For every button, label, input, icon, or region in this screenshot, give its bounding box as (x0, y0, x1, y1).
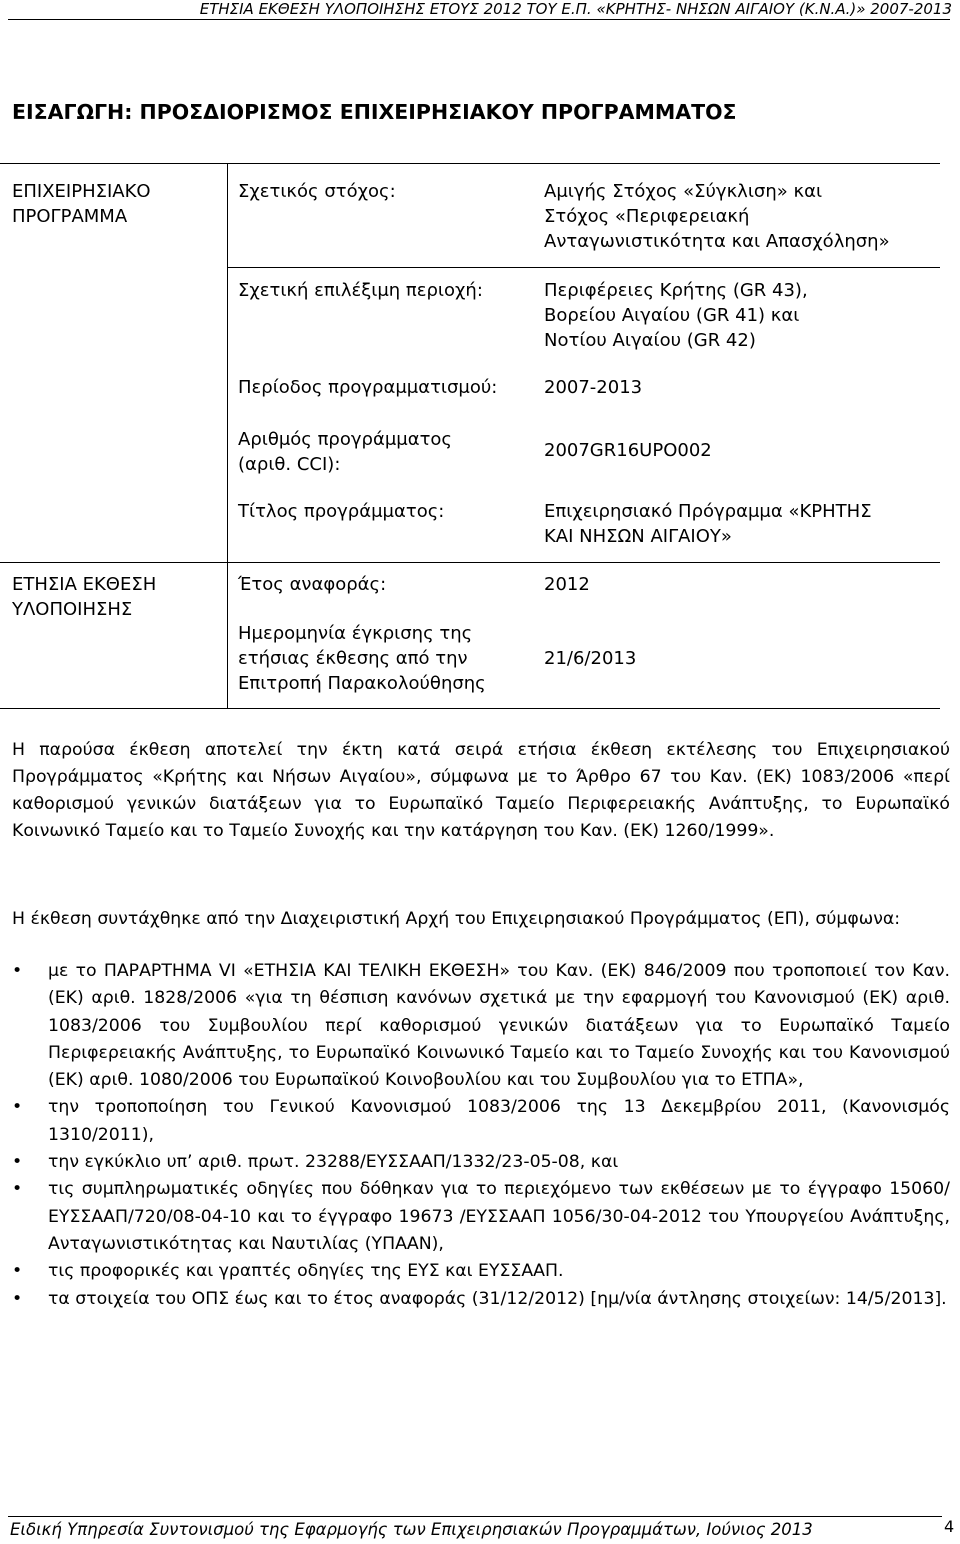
programme-info-table (0, 163, 940, 708)
period-label: Περίοδος προγραμματισμού: (238, 377, 498, 398)
list-item: • τα στοιχεία του ΟΠΣ έως και το έτος αναφοράς (31/12/2012) [ημ/νία άντλησης στοιχείων: 14/5/2013]. (0, 1286, 950, 1313)
target-value: Αμιγής Στόχος «Σύγκλιση» και Στόχος «Περιφερειακή Ανταγωνιστικότητα και Απασχόληση» (544, 181, 890, 252)
section-label-annual-report: ΕΤΗΣΙΑ ΕΚΘΕΣΗ ΥΛΟΠΟΙΗΣΗΣ (12, 574, 157, 620)
list-item: • τις συμπληρωματικές οδηγίες που δόθηκαν για το περιεχόμενο των εκθέσεων με το έγγραφο 15060/ΕΥΣΣΑΑΠ/720/08-04-10 και το έγγραφο 19673 /ΕΥΣΣΑΑΠ 1056/30-04-2012 του Υπουργείου Ανάπτυξης, Ανταγωνιστικότητας και Ναυτιλίας (ΥΠΑΑΝ), (0, 1176, 950, 1258)
programme-title-value: Επιχειρησιακό Πρόγραμμα «ΚΡΗΤΗΣ ΚΑΙ ΝΗΣΩΝ ΑΙΓΑΙΟΥ» (544, 501, 872, 547)
section-label-programme: ΕΠΙΧΕΙΡΗΣΙΑΚΟ ΠΡΟΓΡΑΜΜΑ (12, 181, 151, 227)
programme-title-label: Τίτλος προγράμματος: (238, 501, 445, 522)
table-section-divider (0, 562, 940, 563)
list-item: • την εγκύκλιο υπ’ αριθ. πρωτ. 23288/ΕΥΣΣΑΑΠ/1332/23-05-08, και (0, 1149, 950, 1176)
period-value: 2007-2013 (544, 377, 643, 398)
bullet-icon: • (12, 1097, 23, 1118)
bullet-icon: • (12, 961, 23, 981)
list-item: • την τροποποίηση του Γενικού Κανονισμού 1083/2006 της 13 Δεκεμβρίου 2011, (Κανονισμός 1310/2011), (0, 1094, 950, 1149)
table-column-divider (227, 163, 228, 708)
bullet-icon: • (12, 1288, 23, 1309)
target-label: Σχετικός στόχος: (238, 181, 396, 202)
compliance-list (0, 958, 950, 1313)
header-rule (8, 19, 950, 20)
bullet-icon: • (12, 1261, 23, 1282)
region-label: Σχετική επιλέξιμη περιοχή: (238, 280, 483, 301)
page-footer: Ειδική Υπηρεσία Συντονισμού της Εφαρμογής των Επιχειρησιακών Προγραμμάτων, Ιούνιος 2013 (10, 1520, 813, 1539)
list-item: • με το ΠΑΡΑΡΤΗΜΑ VI «ΕΤΗΣΙΑ ΚΑΙ ΤΕΛΙΚΗ ΕΚΘΕΣΗ» του Καν. (ΕΚ) 846/2009 που τροποποιεί τον Καν. (ΕΚ) αριθ. 1828/2006 «για τη θέσπιση κανόνων σχετικά με την εφαρμογή του Κανονισμού (ΕΚ) αριθ. 1083/2006 του Συμβουλίου περί καθορισμού γενικών διατάξεων για το Ευρωπαϊκό Ταμείο Περιφερειακής Ανάπτυξης, το Ευρωπαϊκό Κοινωνικό Ταμείο και το Ταμείο Συνοχής και του Κανονισμού (ΕΚ) αριθ. 1080/2006 του Ευρωπαϊκού Κοινοβουλίου και του Συμβουλίου για το ΕΤΠΑ», (0, 958, 950, 1094)
section-title: ΕΙΣΑΓΩΓΗ: ΠΡΟΣΔΙΟΡΙΣΜΟΣ ΕΠΙΧΕΙΡΗΣΙΑΚΟΥ ΠΡΟΓΡΑΜΜΑΤΟΣ (12, 100, 737, 124)
bullet-icon: • (12, 1179, 23, 1200)
table-border-top (0, 163, 940, 164)
cci-label: Αριθμός προγράμματος (αριθ. CCI): (238, 429, 452, 475)
year-label: Έτος αναφοράς: (238, 574, 387, 595)
year-value: 2012 (544, 574, 590, 595)
approval-date: 21/6/2013 (544, 648, 637, 669)
intro-paragraph: Η παρούσα έκθεση αποτελεί την έκτη κατά σειρά ετήσια έκθεση εκτέλεσης του Επιχειρησιακού Προγράμματος «Κρήτης και Νήσων Αιγαίου», σύμφωνα με το Άρθρο 67 του Καν. (ΕΚ) 1083/2006 «περί καθορισμού γενικών διατάξεων για το Ευρωπαϊκό Ταμείο Περιφερειακής Ανάπτυξης, το Ευρωπαϊκό Κοινωνικό Ταμείο και το Ταμείο Συνοχής και την κατάργηση του Καν. (ΕΚ) 1260/1999». (12, 740, 950, 841)
compliance-paragraph: Η έκθεση συντάχθηκε από την Διαχειριστική Αρχή του Επιχειρησιακού Προγράμματος (ΕΠ), σύμφωνα: (12, 909, 901, 929)
footer-rule (8, 1516, 942, 1517)
cci-value: 2007GR16UPO002 (544, 440, 712, 461)
region-value: Περιφέρειες Κρήτης (GR 43), Βορείου Αιγαίου (GR 41) και Νοτίου Αιγαίου (GR 42) (544, 280, 808, 351)
page-number: 4 (944, 1517, 955, 1536)
table-border-bottom (0, 708, 940, 709)
list-item: • τις προφορικές και γραπτές οδηγίες της ΕΥΣ και ΕΥΣΣΑΑΠ. (0, 1258, 950, 1285)
approval-label: Ημερομηνία έγκρισης της ετήσιας έκθεσης από την Επιτροπή Παρακολούθησης (238, 623, 486, 694)
table-row-divider (228, 267, 940, 268)
page-header: ΕΤΗΣΙΑ ΕΚΘΕΣΗ ΥΛΟΠΟΙΗΣΗΣ ΕΤΟΥΣ 2012 ΤΟΥ Ε.Π. «ΚΡΗΤΗΣ- ΝΗΣΩΝ ΑΙΓΑΙΟΥ (Κ.Ν.Α.)» 2007-2013 (199, 0, 952, 18)
bullet-icon: • (12, 1152, 23, 1173)
